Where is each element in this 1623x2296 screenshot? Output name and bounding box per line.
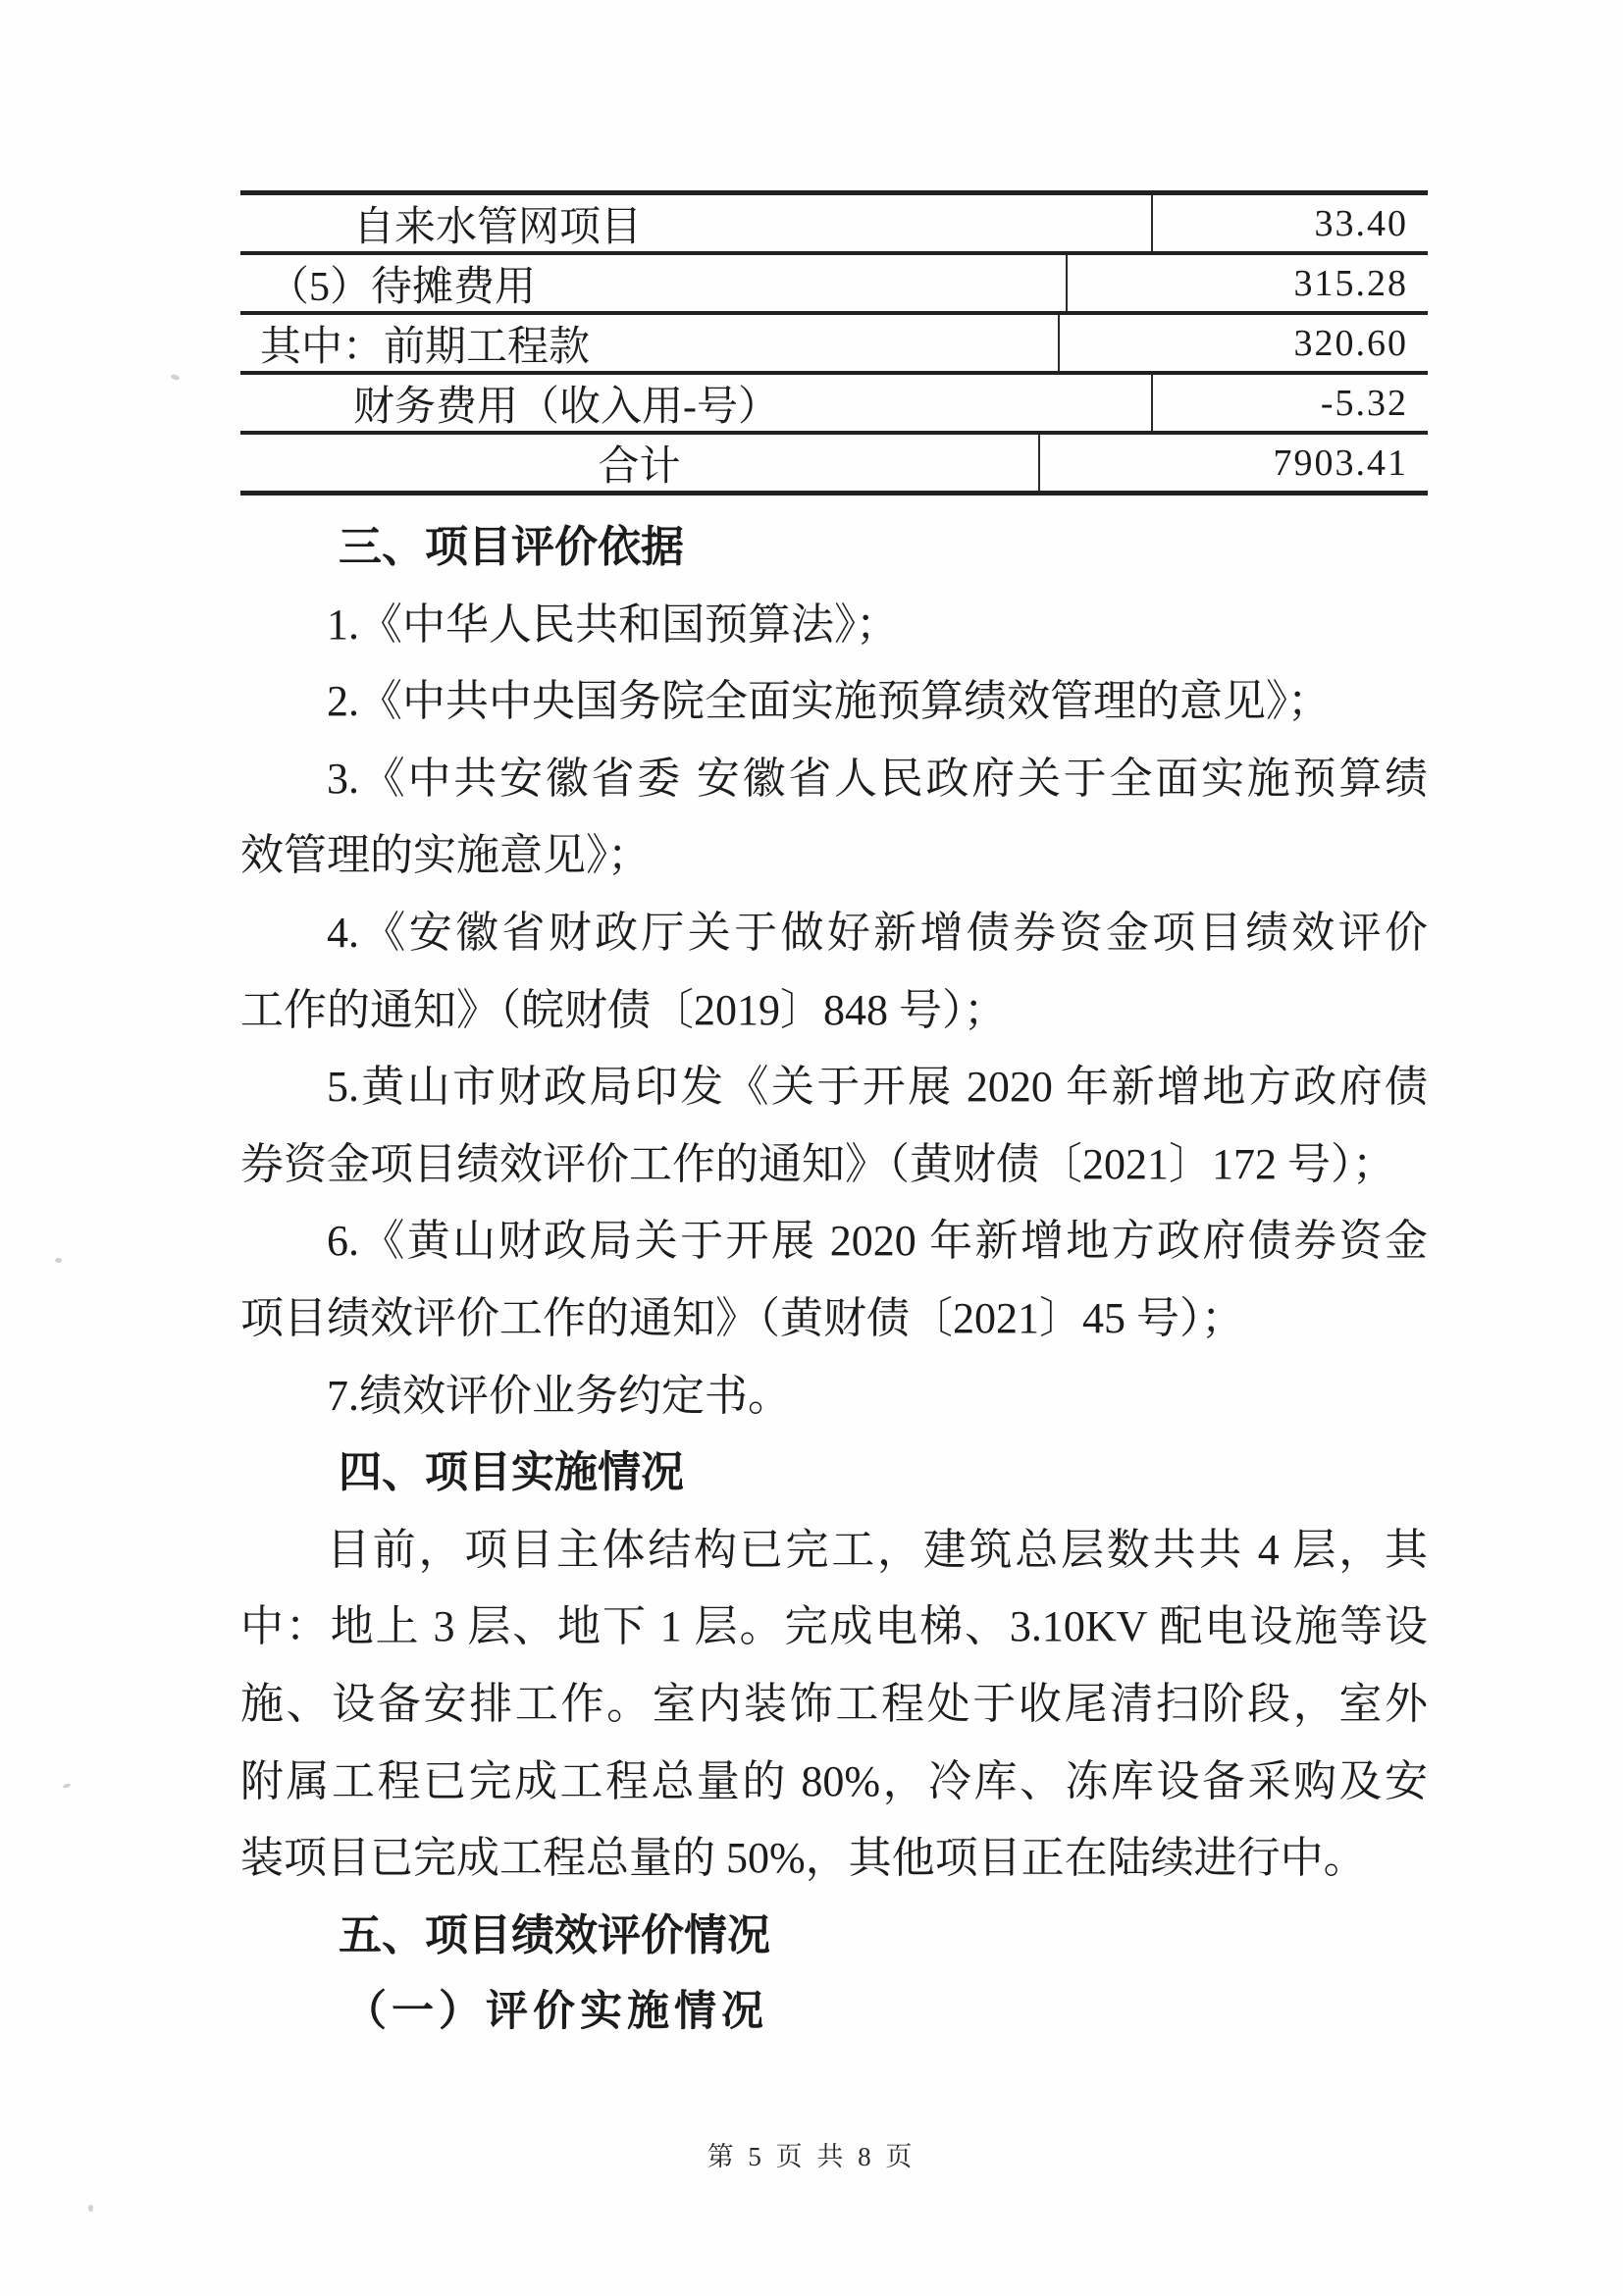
scan-speck [55,1258,62,1263]
row-value: -5.32 [1320,382,1408,424]
basis-item-2: 2.《中共中央国务院全面实施预算绩效管理的意见》； [327,677,1331,726]
document-body [240,509,1428,2052]
heading-section-4: 四、项目实施情况 [339,1448,684,1497]
basis-item-6-line2: 项目绩效评价工作的通知》（黄财债〔2021〕45 号）； [240,1293,1244,1342]
table-row [240,315,1428,375]
row-label: （5）待摊费用 [240,255,1068,311]
basis-item-6-line1: 6.《黄山财政局关于开展 2020 年新增地方政府债券资金 [327,1217,1428,1266]
implementation-para-line2: 中：地上 3 层、地下 1 层。完成电梯、3.10KV 配电设施等设 [240,1602,1428,1651]
basis-item-3-line1: 3.《中共安徽省委 安徽省人民政府关于全面实施预算绩 [327,754,1428,803]
cost-table [240,190,1428,496]
table-row [240,255,1428,315]
page-number: 第 5 页 共 8 页 [707,2142,916,2171]
basis-item-5-line2: 券资金项目绩效评价工作的通知》（黄财债〔2021〕172 号）； [240,1139,1395,1188]
implementation-para-line3: 施、设备安排工作。室内装饰工程处于收尾清扫阶段，室外 [240,1679,1428,1728]
row-label: 财务费用（收入用-号） [240,375,1153,431]
basis-item-3-line2: 效管理的实施意见》； [240,831,651,880]
table-row [240,375,1428,435]
row-value: 315.28 [1293,262,1408,304]
basis-item-4-line2: 工作的通知》（皖财债〔2019〕848 号）； [240,985,1007,1034]
basis-item-5-line1: 5.黄山市财政局印发《关于开展 2020 年新增地方政府债 [327,1063,1428,1112]
row-value: 7903.41 [1273,442,1408,484]
row-value: 320.60 [1293,322,1408,364]
scan-speck [170,374,180,382]
implementation-para-line4: 附属工程已完成工程总量的 80%，冷库、冻库设备采购及安 [240,1756,1428,1805]
basis-item-4-line1: 4.《安徽省财政厅关于做好新增债券资金项目绩效评价 [327,908,1428,957]
basis-item-1: 1.《中华人民共和国预算法》； [327,600,899,649]
row-label: 合计 [240,435,1040,491]
table-row-total [240,435,1428,496]
heading-subsection-1: （一）评价实施情况 [344,1989,768,2036]
row-value: 33.40 [1314,202,1408,244]
basis-item-7: 7.绩效评价业务约定书。 [327,1371,791,1420]
scan-speck [88,2205,93,2212]
row-label: 自来水管网项目 [240,195,1153,251]
implementation-para-line5: 装项目已完成工程总量的 50%，其他项目正在陆续进行中。 [240,1834,1367,1883]
implementation-para-line1: 目前，项目主体结构已完工，建筑总层数共共 4 层，其 [327,1525,1428,1574]
table-row [240,195,1428,255]
row-label: 其中：前期工程款 [240,315,1060,371]
heading-section-5: 五、项目绩效评价情况 [339,1910,770,1959]
scan-speck [63,1783,72,1789]
heading-section-3: 三、项目评价依据 [339,523,684,571]
